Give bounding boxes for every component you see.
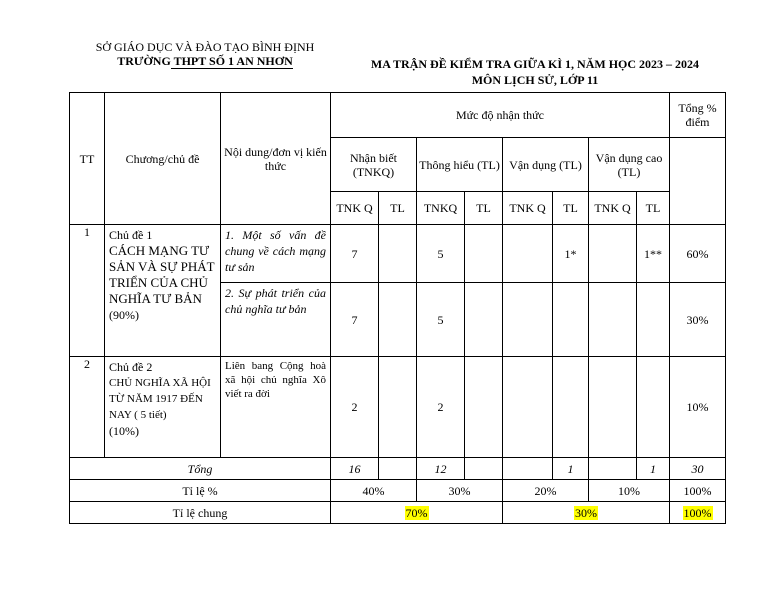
row-number: 2	[70, 357, 105, 458]
department-name: SỞ GIÁO DỤC VÀ ĐÀO TẠO BÌNH ĐỊNH	[95, 40, 315, 54]
content-unit: Liên bang Cộng hoà xã hội chủ nghĩa Xô viết ra đời	[221, 357, 331, 458]
chapter-percent: (10%)	[109, 424, 139, 438]
cell-value: 5	[417, 283, 465, 357]
header-right	[350, 56, 720, 88]
sum-value: 16	[331, 458, 379, 480]
cell-total: 30%	[670, 283, 726, 357]
chapter-title: Chủ đề 1	[109, 228, 153, 242]
cell-empty	[589, 357, 637, 458]
cell-empty	[589, 283, 637, 357]
assessment-matrix-table	[69, 92, 726, 524]
cell-empty	[465, 225, 503, 283]
cell-empty	[503, 357, 553, 458]
cell-empty	[379, 225, 417, 283]
sub-tnkq: TNK Q	[503, 192, 553, 225]
ratio-row	[70, 480, 726, 502]
subject-line: MÔN LỊCH SỬ, LỚP 11	[471, 73, 599, 87]
cell-empty	[637, 283, 670, 357]
cell-empty	[465, 458, 503, 480]
cell-value: 7	[331, 225, 379, 283]
header-left	[80, 40, 330, 68]
content-unit: 2. Sự phát triển của chủ nghĩa tư bản	[221, 283, 331, 357]
ratio-common-value: 70%	[405, 505, 428, 520]
chapter-title: Chủ đề 2	[109, 360, 153, 374]
sub-tnkq: TNK Q	[589, 192, 637, 225]
ratio-label: Tỉ lệ %	[70, 480, 331, 502]
row-number: 1	[70, 225, 105, 357]
sub-tnkq: TNKQ	[417, 192, 465, 225]
cell-value: 5	[417, 225, 465, 283]
cell-total: 10%	[670, 357, 726, 458]
cell-empty	[465, 283, 503, 357]
ratio-common-cell	[503, 502, 670, 524]
col-content: Nội dung/đơn vị kiến thức	[221, 93, 331, 225]
cell-value: 1**	[637, 225, 670, 283]
cell-empty	[379, 357, 417, 458]
cell-value: 7	[331, 283, 379, 357]
ratio-value: 40%	[331, 480, 417, 502]
cell-empty	[503, 283, 553, 357]
level-recognize: Nhận biết (TNKQ)	[331, 138, 417, 192]
total-header-empty	[670, 138, 726, 225]
ratio-value: 20%	[503, 480, 589, 502]
sub-tl: TL	[553, 192, 589, 225]
col-tt: TT	[70, 93, 105, 225]
cell-empty	[503, 225, 553, 283]
document-title: MA TRẬN ĐỀ KIỂM TRA GIỮA KÌ 1, NĂM HỌC 2023 – 2024	[370, 57, 700, 71]
ratio-value: 10%	[589, 480, 670, 502]
cell-empty	[553, 357, 589, 458]
sum-label: Tổng	[70, 458, 331, 480]
ratio-value: 30%	[417, 480, 503, 502]
cell-empty	[589, 458, 637, 480]
cell-empty	[553, 283, 589, 357]
cell-value: 1*	[553, 225, 589, 283]
col-cognitive-level: Mức độ nhận thức	[331, 93, 670, 138]
cell-empty	[589, 225, 637, 283]
cell-empty	[379, 283, 417, 357]
cell-empty	[465, 357, 503, 458]
table-row	[70, 357, 726, 458]
sum-value: 12	[417, 458, 465, 480]
content-unit: 1. Một số vấn đề chung về cách mạng tư sản	[221, 225, 331, 283]
chapter-cell	[105, 225, 221, 357]
ratio-common-value: 30%	[575, 505, 597, 520]
sum-value: 1	[553, 458, 589, 480]
level-apply: Vận dụng (TL)	[503, 138, 589, 192]
header-row-1	[70, 93, 726, 138]
col-total: Tổng % điểm	[670, 93, 726, 138]
chapter-percent: (90%)	[109, 308, 139, 322]
table-row	[70, 225, 726, 283]
cell-value: 2	[331, 357, 379, 458]
cell-empty	[503, 458, 553, 480]
level-apply-high: Vận dụng cao (TL)	[589, 138, 670, 192]
cell-empty	[637, 357, 670, 458]
cell-total: 60%	[670, 225, 726, 283]
ratio-common-total-cell	[670, 502, 726, 524]
sub-tl: TL	[637, 192, 670, 225]
chapter-name: CHỦ NGHĨA XÃ HỘI TỪ NĂM 1917 ĐẾN NAY ( 5 tiết)	[109, 377, 211, 421]
sub-tl: TL	[465, 192, 503, 225]
ratio-total: 100%	[670, 480, 726, 502]
ratio-common-total: 100%	[683, 505, 712, 520]
cell-value: 2	[417, 357, 465, 458]
sum-row	[70, 458, 726, 480]
level-understand: Thông hiểu (TL)	[417, 138, 503, 192]
sum-total: 30	[670, 458, 726, 480]
chapter-cell	[105, 357, 221, 458]
sum-value: 1	[637, 458, 670, 480]
sub-tnkq: TNK Q	[331, 192, 379, 225]
sub-tl: TL	[379, 192, 417, 225]
col-chapter: Chương/chủ đề	[105, 93, 221, 225]
ratio-common-row	[70, 502, 726, 524]
ratio-common-cell	[331, 502, 503, 524]
school-name: TRƯỜNG THPT SỐ 1 AN NHƠN	[117, 54, 293, 68]
chapter-name: CÁCH MẠNG TƯ SẢN VÀ SỰ PHÁT TRIỂN CỦA CHỦ NGHĨA TƯ BẢN	[109, 243, 215, 306]
ratio-common-label: Tỉ lệ chung	[70, 502, 331, 524]
cell-empty	[379, 458, 417, 480]
